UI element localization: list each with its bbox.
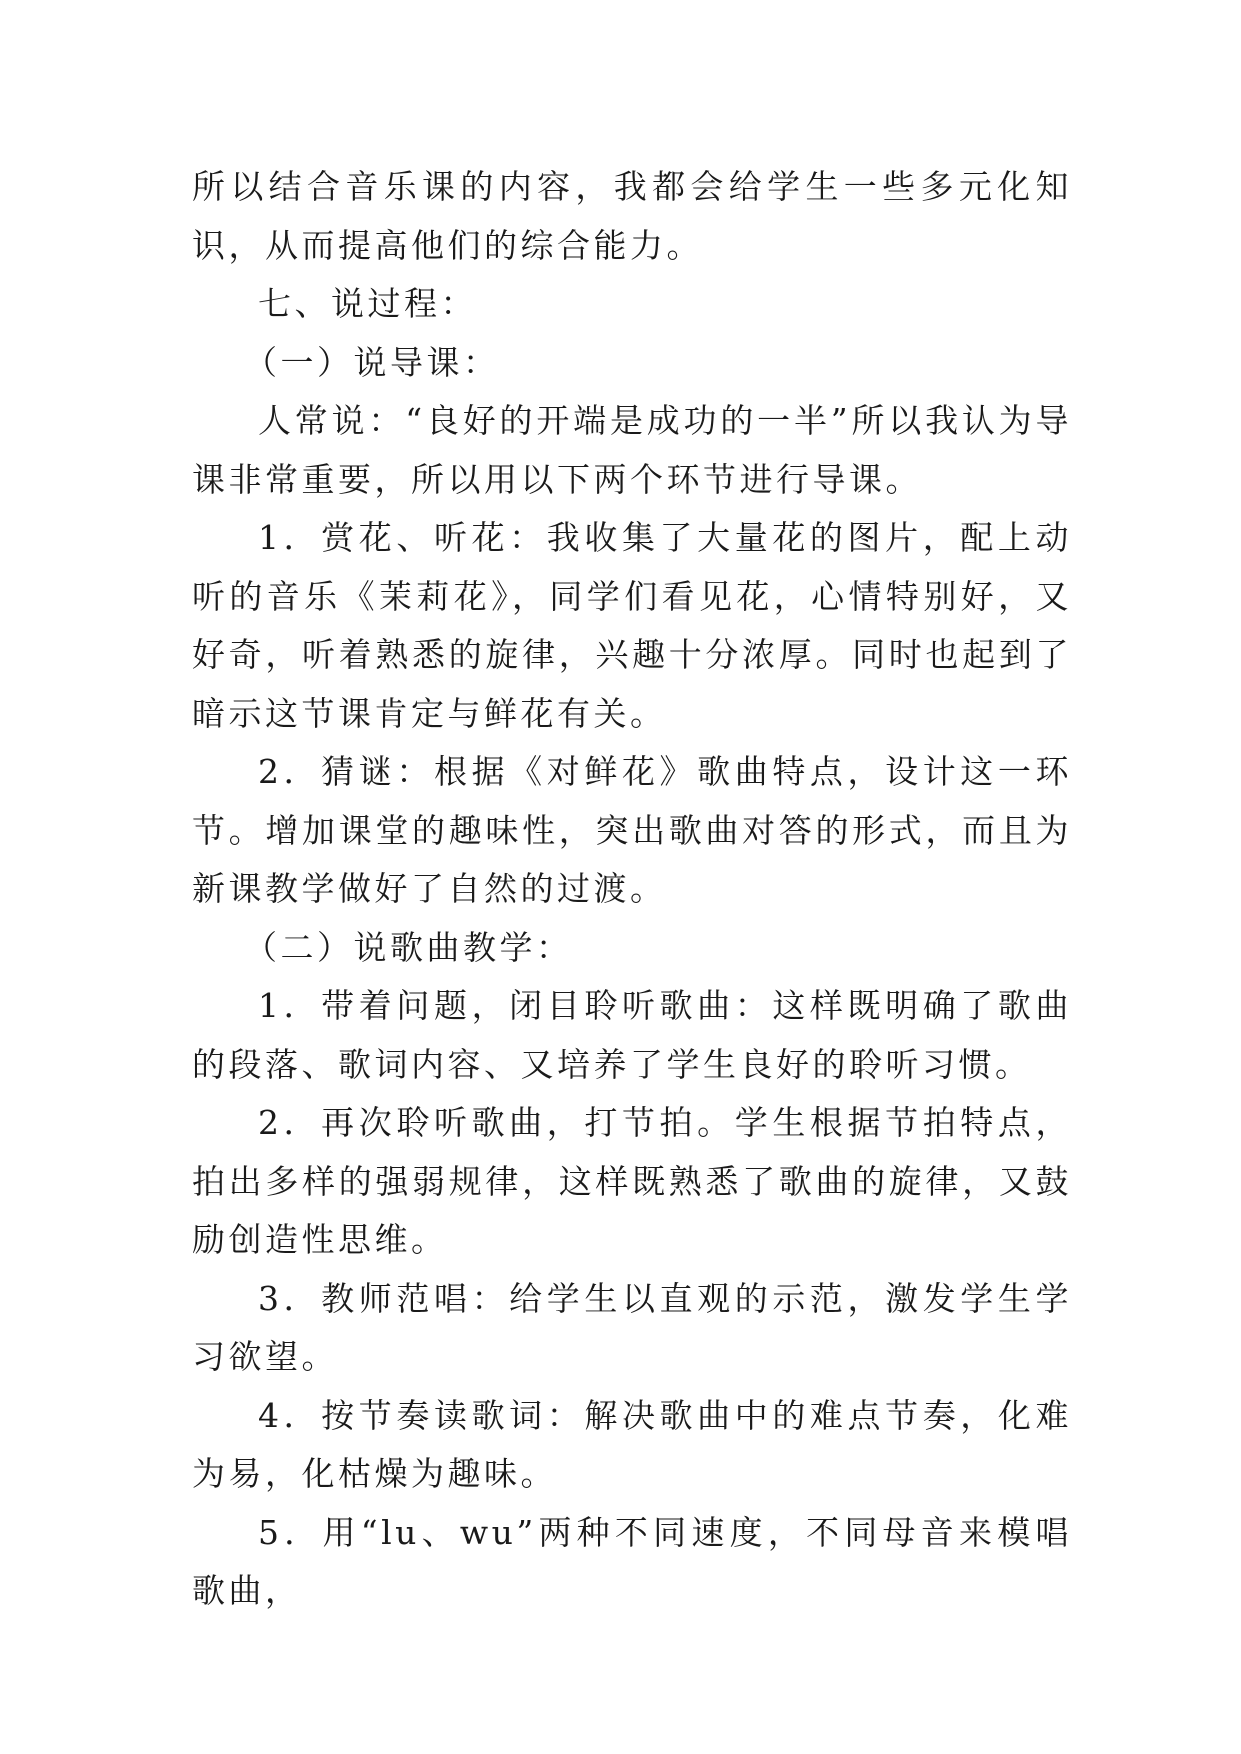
list-item-hum-song: 5．用“lu、wu”两种不同速度，不同母音来模唱歌曲， [192, 1512, 1072, 1610]
list-item-riddle: 2．猜谜：根据《对鲜花》歌曲特点，设计这一环节。增加课堂的趣味性，突出歌曲对答的形式，而且为新课教学做好了自然的过渡。 [192, 752, 1072, 908]
list-item-read-lyrics: 4．按节奏读歌词：解决歌曲中的难点节奏，化难为易，化枯燥为趣味。 [192, 1395, 1072, 1493]
list-item-listen-song: 1．带着问题，闭目聆听歌曲：这样既明确了歌曲的段落、歌词内容、又培养了学生良好的聆听习惯。 [192, 986, 1072, 1084]
subsection-heading-song-teaching: （二）说歌曲教学： [244, 927, 573, 967]
paragraph-intro: 人常说：“良好的开端是成功的一半”所以我认为导课非常重要，所以用以下两个环节进行导课。 [192, 401, 1072, 499]
list-item-appreciate-flowers: 1．赏花、听花：我收集了大量花的图片，配上动听的音乐《茉莉花》，同学们看见花，心情特别好，又好奇，听着熟悉的旋律，兴趣十分浓厚。同时也起到了暗示这节课肯定与鲜花有关。 [192, 518, 1072, 733]
document-body [192, 158, 1072, 1621]
list-item-beat: 2．再次聆听歌曲，打节拍。学生根据节拍特点，拍出多样的强弱规律，这样既熟悉了歌曲的旋律，又鼓励创造性思维。 [192, 1103, 1072, 1259]
paragraph-continuation: 所以结合音乐课的内容，我都会给学生一些多元化知识，从而提高他们的综合能力。 [192, 167, 1072, 265]
list-item-teacher-sing: 3．教师范唱：给学生以直观的示范，激发学生学习欲望。 [192, 1278, 1072, 1376]
subsection-heading-intro: （一）说导课： [244, 342, 500, 382]
section-heading-process: 七、说过程： [258, 284, 477, 323]
